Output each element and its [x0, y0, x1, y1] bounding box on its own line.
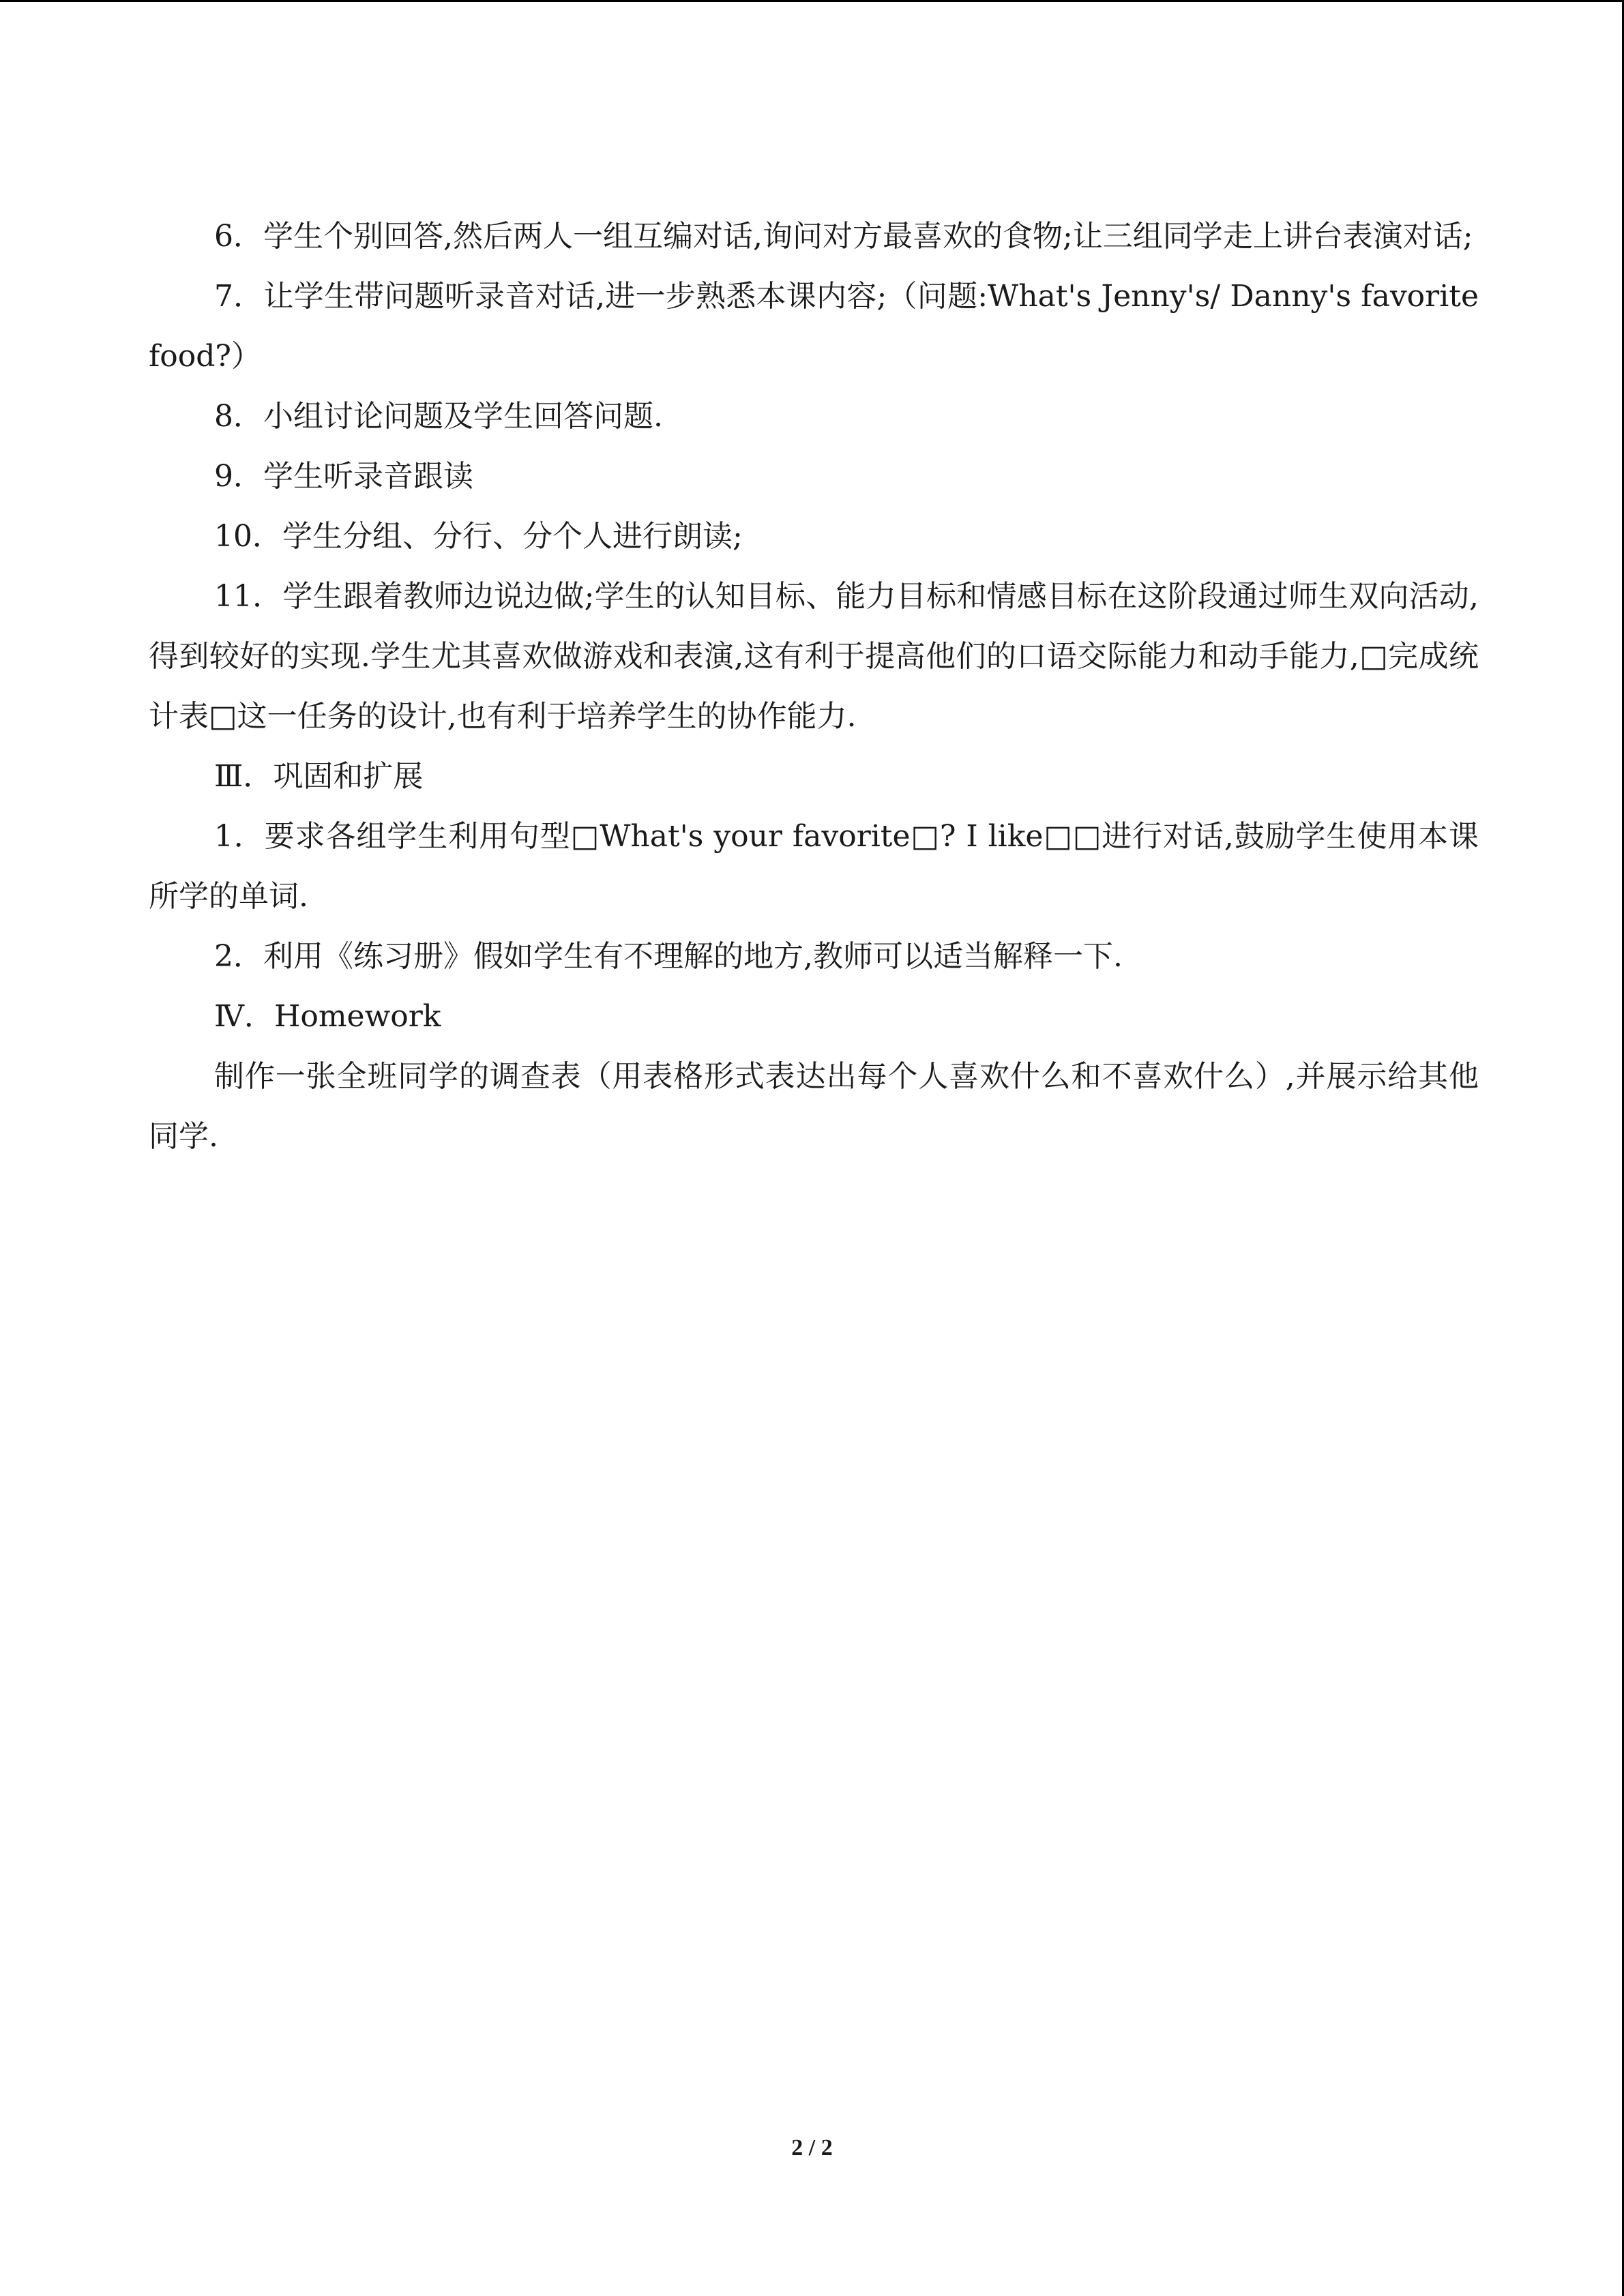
- paragraph-homework: 制作一张全班同学的调查表（用表格形式表达出每个人喜欢什么和不喜欢什么）,并展示给其他同学.: [149, 1059, 1479, 1154]
- paragraph-extension-1: 1．要求各组学生利用句型□What's your favorite□? I like□□进行对话,鼓励学生使用本课所学的单词.: [149, 819, 1479, 914]
- document-body: [149, 207, 1479, 1167]
- page-number: 2 / 2: [791, 2135, 833, 2160]
- paragraph-step-7: 7．让学生带问题听录音对话,进一步熟悉本课内容;（问题:What's Jenny's/ Danny's favorite food?）: [149, 279, 1479, 374]
- paragraph-step-6: 6．学生个别回答,然后两人一组互编对话,询问对方最喜欢的食物;让三组同学走上讲台表演对话;: [214, 219, 1473, 254]
- section-heading-consolidation: Ⅲ．巩固和扩展: [214, 759, 424, 794]
- paragraph-step-8: 8．小组讨论问题及学生回答问题.: [214, 399, 663, 434]
- paragraph-step-9: 9．学生听录音跟读: [214, 459, 473, 494]
- section-heading-homework: Ⅳ．Homework: [214, 999, 441, 1034]
- paragraph-extension-2: 2．利用《练习册》假如学生有不理解的地方,教师可以适当解释一下.: [214, 939, 1123, 974]
- paragraph-step-10: 10．学生分组、分行、分个人进行朗读;: [214, 519, 743, 554]
- paragraph-step-11: 11．学生跟着教师边说边做;学生的认知目标、能力目标和情感目标在这阶段通过师生双向活动,得到较好的实现.学生尤其喜欢做游戏和表演,这有利于提高他们的口语交际能力和动手能力,□完成统计表□这一任务的设计,也有利于培养学生的协作能力.: [149, 579, 1479, 734]
